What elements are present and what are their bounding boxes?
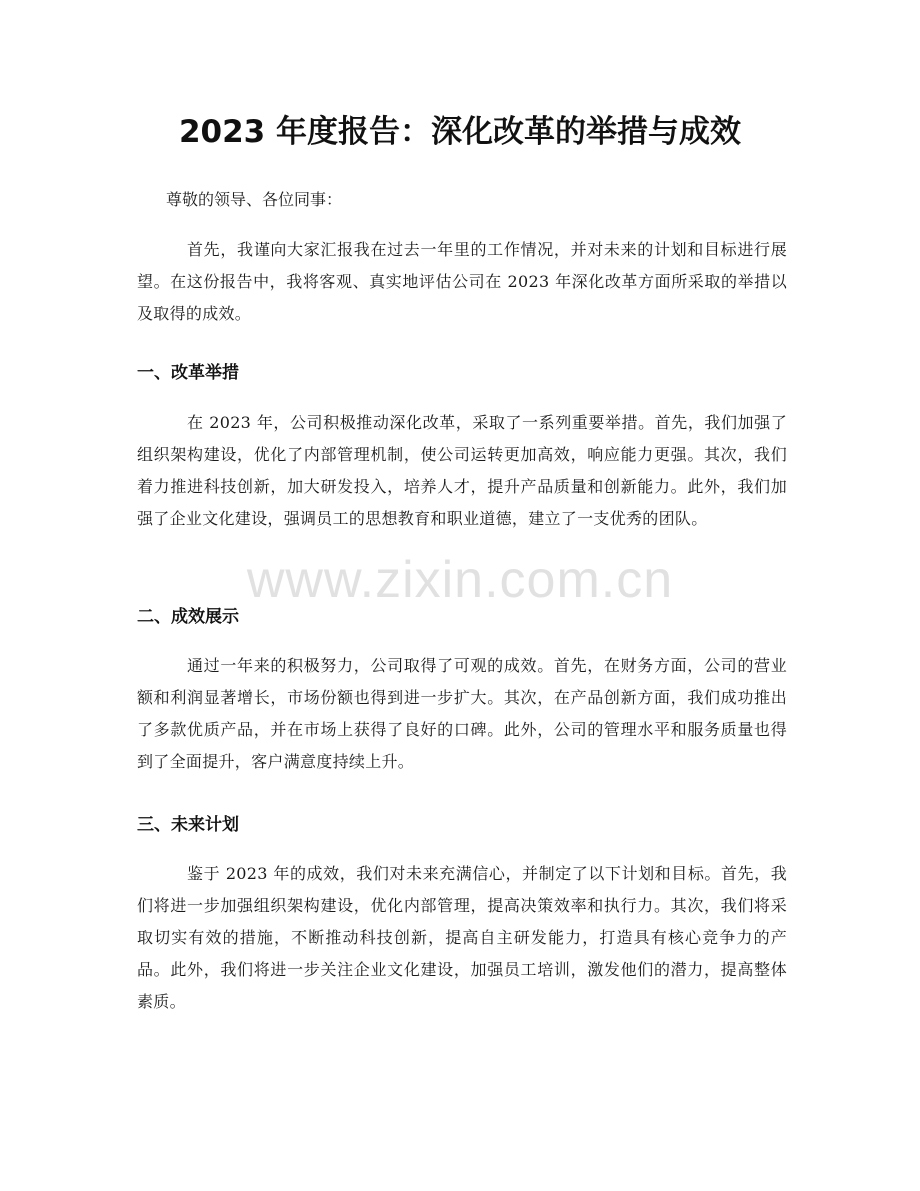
section-heading-future-plans: 三、未来计划	[137, 815, 239, 835]
watermark: www.zixin.com.cn	[246, 551, 674, 609]
section-body-reform-measures: 在 2023 年，公司积极推动深化改革，采取了一系列重要举措。首先，我们加强了组织架构建设，优化了内部管理机制，使公司运转更加高效，响应能力更强。其次，我们着力推进科技创新，加大研发投入，培养人才，提升产品质量和创新能力。此外，我们加强了企业文化建设，强调员工的思想教育和职业道德，建立了一支优秀的团队。	[137, 413, 787, 528]
intro-paragraph: 首先，我谨向大家汇报我在过去一年里的工作情况，并对未来的计划和目标进行展望。在这份报告中，我将客观、真实地评估公司在 2023 年深化改革方面所采取的举措以及取得的成效。	[137, 240, 787, 323]
section-heading-reform-measures: 一、改革举措	[137, 363, 239, 383]
section-heading-results: 二、成效展示	[137, 607, 239, 627]
section-body-future-plans: 鉴于 2023 年的成效，我们对未来充满信心，并制定了以下计划和目标。首先，我们将进一步加强组织架构建设，优化内部管理，提高决策效率和执行力。其次，我们将采取切实有效的措施，不断推动科技创新，提高自主研发能力，打造具有核心竞争力的产品。此外，我们将进一步关注企业文化建设，加强员工培训，激发他们的潜力，提高整体素质。	[137, 864, 787, 1011]
section-body-results: 通过一年来的积极努力，公司取得了可观的成效。首先，在财务方面，公司的营业额和利润显著增长，市场份额也得到进一步扩大。其次，在产品创新方面，我们成功推出了多款优质产品，并在市场上获得了良好的口碑。此外，公司的管理水平和服务质量也得到了全面提升，客户满意度持续上升。	[137, 656, 787, 771]
document-title: 2023 年度报告：深化改革的举措与成效	[178, 114, 742, 150]
greeting: 尊敬的领导、各位同事：	[166, 190, 343, 209]
